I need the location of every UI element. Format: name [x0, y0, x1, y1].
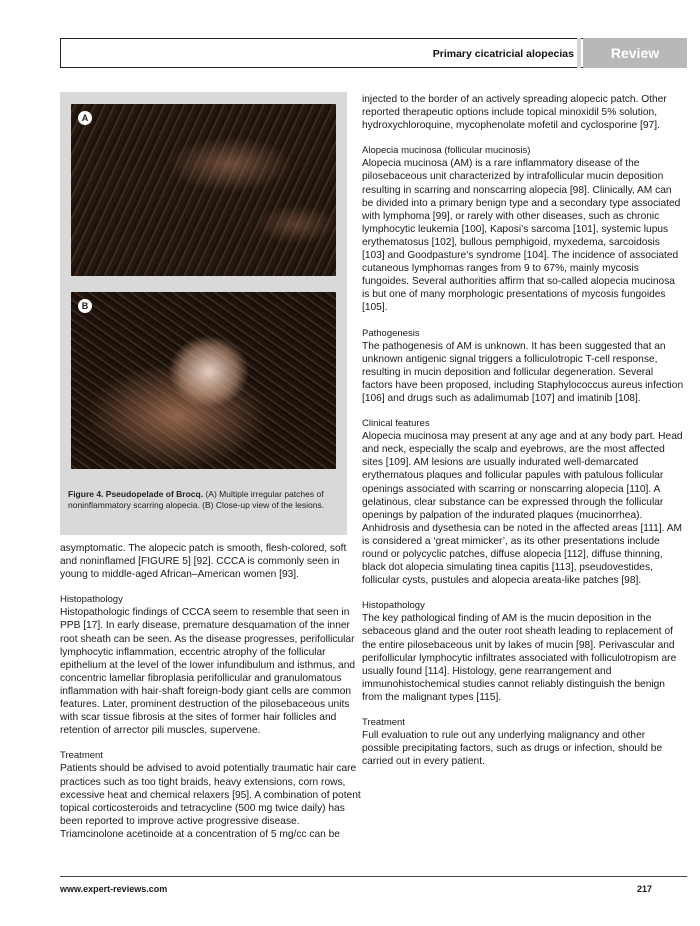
footer-divider	[60, 876, 687, 877]
clinical-features-paragraph: Alopecia mucinosa may present at any age and at any body part. Head and neck, especially the scalp and eyebrows, are the most affected sites [109]. AM lesions are usually indurated well-demarcated erythematous plaques and follicular papules with patulous follicular openings associated with scarring or nonscarring alopecia [110]. A gelatinous, clear substance can be expressed through the follicular openings by palpation of the indurated plaques (mucinorrhea). Anhidrosis and dysethesia can be noted in the affected areas [111]. AM is considered a ‘great mimicker’, as its other presentations include round or polycyclic patches, diffuse alopecia [112], diffuse thinning, black dot alopecia simulating tinea capitis [113], pseudovestides, follicular cysts, pustules and alopecia areata-like patches [98].	[362, 431, 683, 587]
photo-label-a: A	[78, 111, 92, 125]
running-title: Primary cicatricial alopecias	[432, 48, 574, 60]
treatment-paragraph-am: Full evaluation to rule out any underlying malignancy and other possible precipitating factors, such as drugs or infection, should be carried out in every patient.	[362, 730, 663, 768]
histopathology-paragraph-am: The key pathological finding of AM is the mucin deposition in the sebaceous gland and the outer root sheath leading to replacement of the entire pilosebaceous unit by lakes of mucin [98]. Perivascular and perifollicular lymphocytic infiltrates associated with folliculotropism are usually found [114]. Histology, gene rearrangement and immunohistochemical studies cannot reliably distinguish the benign from the malignant types [115].	[362, 613, 677, 703]
treatment-paragraph-ccca: Patients should be advised to avoid potentially traumatic hair care practices such as too tight braids, heavy extensions, corn rows, excessive heat and chemical relaxers [95]. A combination of potent topical corticosteroids and tetracycline (500 mg twice daily) has been reported to improve active progressive disease. Triamcinolone acetinoide at a concentration of 5 mg/cc can be	[60, 763, 361, 840]
alopecia-mucinosa-heading: Alopecia mucinosa (follicular mucinosis)	[362, 145, 531, 157]
page-number: 217	[637, 884, 653, 894]
running-header	[60, 38, 687, 68]
treatment-heading-am: Treatment	[362, 717, 405, 729]
figure-caption	[68, 489, 340, 511]
histopathology-heading-ccca: Histopathology	[60, 594, 123, 606]
figure-4	[60, 92, 347, 535]
figure-photo-a	[71, 104, 336, 276]
pathogenesis-paragraph: The pathogenesis of AM is unknown. It has been suggested that an unknown antigenic signal triggers a folliculotropic T-cell response, resulting in mucin deposition and follicular degeneration. Several factors have been proposed, including Staphylococcus aureus infection [106] and drugs such as adalimumab [107] and imatinib [108].	[362, 340, 684, 404]
pathogenesis-heading: Pathogenesis	[362, 327, 420, 339]
clinical-features-heading: Clinical features	[362, 418, 430, 430]
treatment-heading-ccca: Treatment	[60, 750, 103, 762]
right-column	[362, 93, 684, 780]
section-tab-review: Review	[583, 38, 687, 68]
footer-website: www.expert-reviews.com	[60, 884, 168, 894]
left-column	[60, 542, 364, 853]
figure-photo-b	[71, 292, 336, 469]
figure-caption-lead: Figure 4. Pseudopelade of Brocq.	[68, 489, 204, 499]
left-intro-paragraph: asymptomatic. The alopecic patch is smooth, flesh-colored, soft and noninflamed [FIGURE 5] [92]. CCCA is commonly seen in young to middle-aged African–American women [93].	[60, 543, 347, 581]
histopathology-paragraph-ccca: Histopathologic findings of CCCA seem to resemble that seen in PPB [17]. In early disease, premature desquamation of the inner root sheath can be seen. As the disease progresses, perifollicular lymphocytic inflammation, eccentric atrophy of the follicular epithelium at the level of the lower infundibulum and isthmus, and concentric lamellar fibroplasia perifollicular and granulomatous inflammation with hair-shaft foreign-body giant cells are common features. Later, prominent destruction of the pilosebaceous units with scar tissue fibrosis at the sites of former hair follicles and retention of arrector pili muscles, supervene.	[60, 607, 356, 737]
right-intro-paragraph: injected to the border of an actively spreading alopecic patch. Other reported therapeutic options include topical minoxidil 5% solution, hydroxychloroquine, mycophenolate mofetil and cyclosporine [97].	[362, 94, 667, 132]
alopecia-mucinosa-paragraph: Alopecia mucinosa (AM) is a rare inflammatory disease of the pilosebaceous unit characterized by intrafollicular mucin deposition resulting in scarring and nonscarring alopecia [98]. Clinically, AM can be divided into a primary benign type and a secondary type associated with lymphoma [99], or rarely with other diseases, such as chronic lymphocytic leukemia [100], Kaposi’s sarcoma [101], systemic lupus erythematosus [102], bullous pemphigoid, myxedema, sarcoidosis [103] and Goodpasture’s syndrome [104]. The incidence of associated cutaneous lymphomas ranges from 9 to 67%, mainly mycosis fungoides. Several authorities affirm that so-called alopecia mucinosa is but one of many morphologic presentations of mycosis fungoides [105].	[362, 158, 681, 314]
histopathology-heading-am: Histopathology	[362, 600, 425, 612]
figure-caption-text: (A) Multiple irregular patches of noninflammatory scarring alopecia. (B) Close-up view of the lesions.	[68, 489, 325, 510]
photo-label-b: B	[78, 299, 92, 313]
